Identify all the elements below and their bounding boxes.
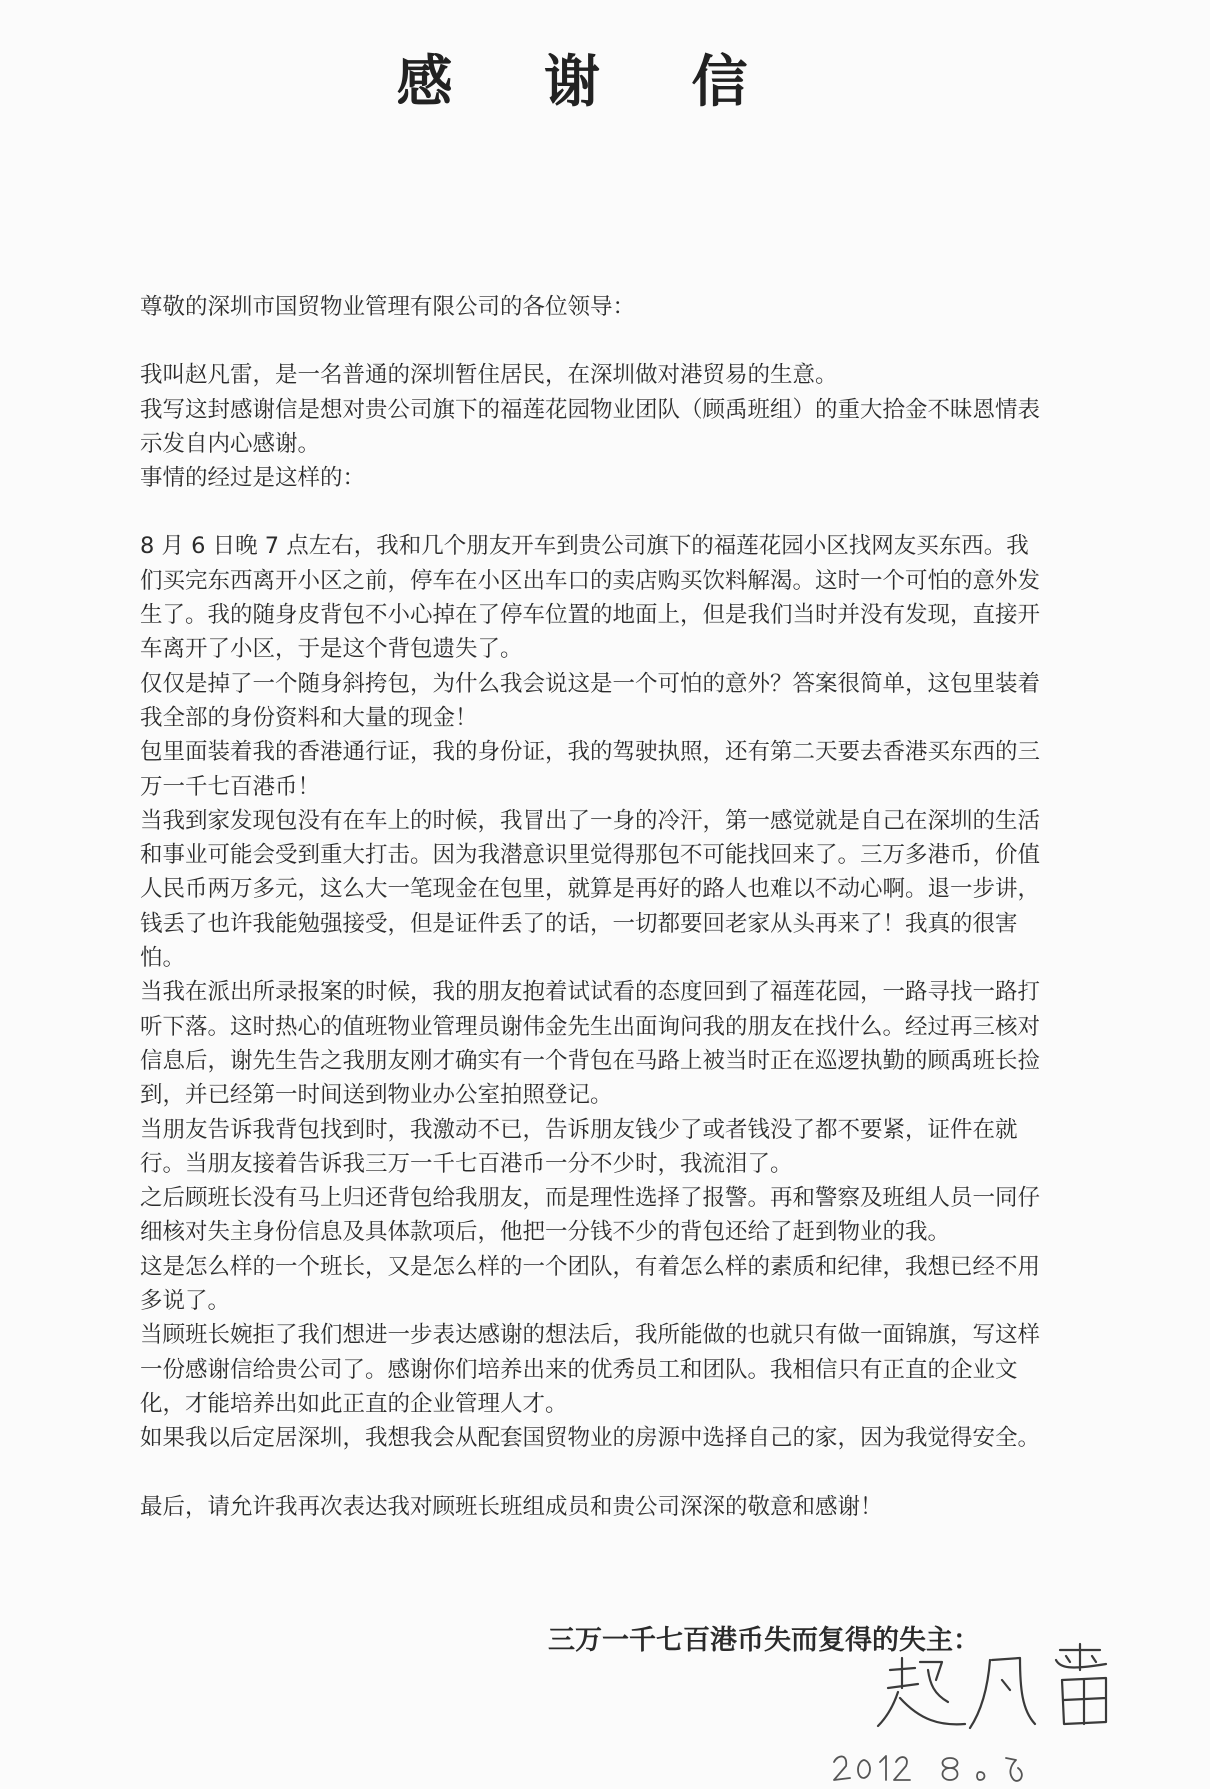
intro-paragraph: 事情的经过是这样的： xyxy=(140,465,366,492)
story-paragraph: 之后顾班长没有马上归还背包给我朋友，而是理性选择了报警。再和警察及班组人员一同仔细核对失主身份信息及具体款项后，他把一分钱不少的背包还给了赶到物业的我。 xyxy=(140,1185,1041,1246)
spacer xyxy=(140,495,1040,529)
spacer xyxy=(140,324,1040,358)
story-paragraph: 当顾班长婉拒了我们想进一步表达感谢的想法后，我所能做的也就只有做一面锦旗，写这样一份感谢信给贵公司了。感谢你们培养出来的优秀员工和团队。我相信只有正直的企业文化，才能培养出如此正直的企业管理人才。 xyxy=(140,1322,1041,1417)
closing-paragraph: 最后，请允许我再次表达我对顾班长班组成员和贵公司深深的敬意和感谢！ xyxy=(140,1493,883,1520)
salutation: 尊敬的深圳市国贸物业管理有限公司的各位领导： xyxy=(140,294,636,320)
spacer xyxy=(140,1456,1040,1490)
letter-body xyxy=(140,290,1040,1524)
handwritten-date xyxy=(830,1736,1050,1789)
signature-line: 三万一千七百港币失而复得的失主： xyxy=(548,1625,980,1656)
story-paragraph: 8 月 6 日晚 7 点左右，我和几个朋友开车到贵公司旗下的福莲花园小区找网友买东西。我们买完东西离开小区之前，停车在小区出车口的卖店购买饮料解渴。这时一个可怕的意外发生了。我的随身皮背包不小心掉在了停车位置的地面上，但是我们当时并没有发现，直接开车离开了小区，于是这个背包遗失了。 xyxy=(140,533,1041,663)
story-paragraph: 当我在派出所录报案的时候，我的朋友抱着试试看的态度回到了福莲花园，一路寻找一路打听下落。这时热心的值班物业管理员谢伟金先生出面询问我的朋友在找什么。经过再三核对信息后，谢先生告之我朋友刚才确实有一个背包在马路上被当时正在巡逻执勤的顾禹班长捡到，并已经第一时间送到物业办公室拍照登记。 xyxy=(140,979,1041,1109)
handwritten-signature xyxy=(870,1640,1150,1740)
story-paragraph: 当朋友告诉我背包找到时，我激动不已，告诉朋友钱少了或者钱没了都不要紧，证件在就行。当朋友接着告诉我三万一千七百港币一分不少时，我流泪了。 xyxy=(140,1116,1018,1177)
intro-paragraph: 我叫赵凡雷，是一名普通的深圳暂住居民，在深圳做对港贸易的生意。 xyxy=(140,362,838,389)
intro-paragraph: 我写这封感谢信是想对贵公司旗下的福莲花园物业团队（顾禹班组）的重大拾金不昧恩情表示发自内心感谢。 xyxy=(140,396,1041,457)
story-paragraph: 包里面装着我的香港通行证，我的身份证，我的驾驶执照，还有第二天要去香港买东西的三万一千七百港币！ xyxy=(140,739,1041,800)
letter-title: 感 谢 信 xyxy=(396,49,784,115)
story-paragraph: 仅仅是掉了一个随身斜挎包，为什么我会说这是一个可怕的意外？答案很简单，这包里装着我全部的身份资料和大量的现金！ xyxy=(140,670,1041,731)
story-paragraph: 这是怎么样的一个班长，又是怎么样的一个团队，有着怎么样的素质和纪律，我想已经不用多说了。 xyxy=(140,1253,1041,1315)
story-paragraph: 当我到家发现包没有在车上的时候，我冒出了一身的冷汗，第一感觉就是自己在深圳的生活和事业可能会受到重大打击。因为我潜意识里觉得那包不可能找回来了。三万多港币，价值人民币两万多元，这么大一笔现金在包里，就算是再好的路人也难以不动心啊。退一步讲，钱丢了也许我能勉强接受，但是证件丢了的话，一切都要回老家从头再来了！我真的很害怕。 xyxy=(140,807,1041,972)
story-paragraph: 如果我以后定居深圳，我想我会从配套国贸物业的房源中选择自己的家，因为我觉得安全。 xyxy=(140,1425,1041,1452)
